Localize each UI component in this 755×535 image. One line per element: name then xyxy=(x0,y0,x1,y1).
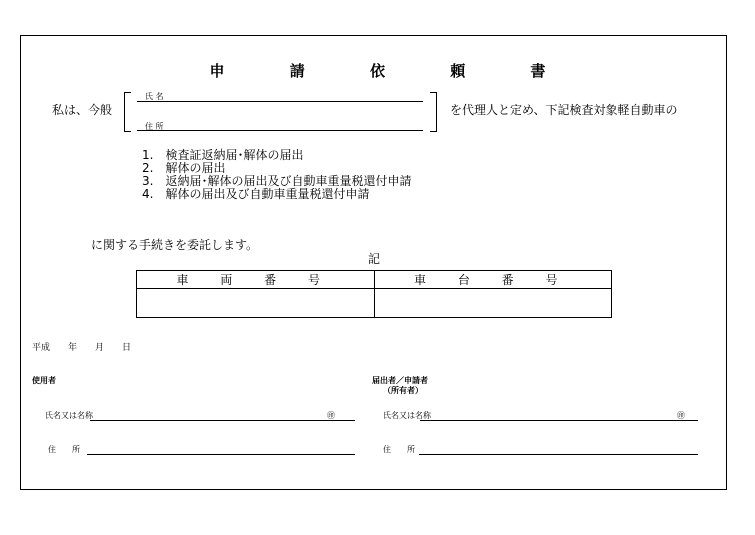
name-label: 氏 名 xyxy=(145,92,164,101)
applicant-heading: 届出者／申請者 xyxy=(372,376,428,385)
list-item: 1. 検査証返納届･解体の届出 xyxy=(142,148,304,162)
applicant-address-field-line[interactable] xyxy=(419,454,698,455)
applicant-seal: ㊞ xyxy=(677,411,685,420)
user-name-field-line[interactable] xyxy=(90,420,355,421)
right-bracket xyxy=(430,92,437,132)
applicant-address-label: 住 所 xyxy=(383,445,415,454)
date-line: 平成 年 月 日 xyxy=(32,343,132,353)
user-address-label: 住 所 xyxy=(48,445,80,454)
vehicle-table xyxy=(136,270,612,318)
table-header-vehicle-number: 車 両 番 号 xyxy=(137,271,375,289)
table-header-chassis-number: 車 台 番 号 xyxy=(374,271,612,289)
address-field-line[interactable] xyxy=(137,130,423,131)
address-label: 住 所 xyxy=(145,122,164,131)
user-address-field-line[interactable] xyxy=(87,454,355,455)
vehicle-number-cell[interactable] xyxy=(137,289,375,318)
delegation-text: に関する手続きを委託します。 xyxy=(91,238,259,252)
left-bracket xyxy=(124,92,131,132)
chassis-number-cell[interactable] xyxy=(374,289,612,318)
ki-label: 記 xyxy=(368,252,381,266)
procedure-list xyxy=(142,149,411,201)
list-item: 3. 返納届･解体の届出及び自動車重量税還付申請 xyxy=(142,174,412,188)
user-heading: 使用者 xyxy=(32,376,56,385)
intro-left-text: 私は、今般 xyxy=(52,103,113,117)
intro-right-text: を代理人と定め、下記検査対象軽自動車の xyxy=(450,103,678,117)
list-item: 2. 解体の届出 xyxy=(142,161,226,175)
applicant-name-field-line[interactable] xyxy=(420,420,698,421)
list-item: 4. 解体の届出及び自動車重量税還付申請 xyxy=(142,187,370,201)
user-seal: ㊞ xyxy=(327,411,335,420)
document-title: 申 請 依 頼 書 xyxy=(209,62,576,80)
applicant-name-label: 氏名又は名称 xyxy=(383,411,431,420)
name-field-line[interactable] xyxy=(137,101,423,102)
applicant-subheading: （所有者） xyxy=(383,386,423,395)
user-name-label: 氏名又は名称 xyxy=(45,411,93,420)
